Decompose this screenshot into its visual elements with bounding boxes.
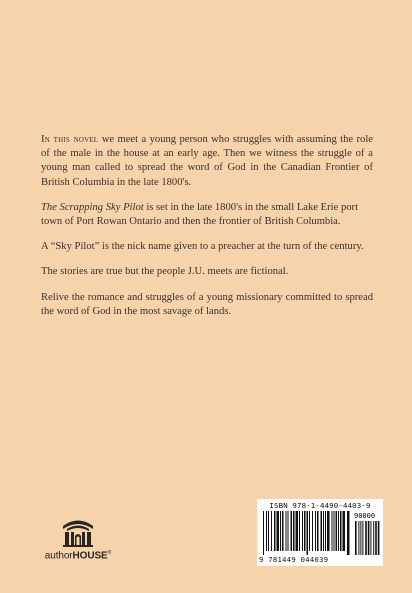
barcode-bar [277,511,280,551]
barcode-bar [343,511,346,551]
barcode-bar [286,511,287,551]
barcode-bar [325,511,326,551]
barcode-bar [282,511,284,551]
publisher-logo [33,516,123,566]
barcode-bar [327,511,330,551]
barcode-bar [309,511,310,551]
barcode-bar [317,511,319,551]
barcode-addon-bar [378,521,380,555]
isbn-barcode [257,499,383,566]
barcode-bar [304,511,306,551]
barcode-bar [347,511,350,555]
barcode-bar [334,511,335,551]
barcode-bar [336,511,338,551]
barcode-bar [280,511,281,551]
barcode-addon-bar [358,521,359,555]
authorhouse-logo-icon [60,516,96,548]
barcode-bars [257,511,383,555]
barcode-addon-bar [355,521,357,555]
barcode-bar [307,511,309,555]
blurb-paragraph-4: The stories are true but the people J.U. meets are fictional. [41,266,289,278]
blurb-paragraph-3: A “Sky Pilot” is the nick name given to a preacher at the turn of the century. [41,241,364,253]
barcode-bar [293,511,295,551]
blurb-paragraph-1-text: we meet a young person who struggles with assuming the role of the male in the house at an early age. Then we witness the struggle of a young man called to spread the word of God in the Canadian Frontier of British Columbia in the late 1800's. [41,134,373,188]
barcode-addon-bar [360,521,361,555]
barcode-addon-bar [373,521,374,555]
barcode-addon-bar [365,521,367,555]
back-cover-blurb [41,133,373,330]
barcode-bar [268,511,269,551]
barcode-addon-bar [370,521,371,555]
barcode-bar [315,511,316,551]
barcode-bar [291,511,293,551]
barcode-bar [263,511,264,555]
barcode-bar [274,511,276,551]
barcode-bar [266,511,267,551]
barcode-bar [271,511,272,551]
barcode-bar [338,511,339,551]
barcode-bar [321,511,323,551]
barcode-addon-bar [368,521,370,555]
barcode-bar [302,511,303,551]
barcode-bar [299,511,300,551]
barcode-addon-bar [375,521,377,555]
barcode-bar [296,511,299,551]
book-title-italic: The Scrapping Sky Pilot [41,201,144,213]
blurb-paragraph-2 [41,201,373,229]
blurb-paragraph-1 [41,133,373,190]
barcode-bar [340,511,342,551]
barcode-bar [288,511,289,551]
blurb-paragraph-5: Relive the romance and struggles of a young missionary committed to spread the word of God in the most savage of lands. [41,291,373,317]
ean-digits: 9 781449 044039 [259,555,329,564]
barcode-bar [312,511,313,551]
barcode-addon-bar [362,521,363,555]
barcode-bar [332,511,333,551]
blurb-paragraph-2-text: is set in the late 1800's in the small Lake Erie port town of Port Rowan Ontario and then the frontier of British Columbia. [41,201,359,228]
barcode-bar [323,511,324,551]
publisher-name: authorHOUSE® [44,550,112,562]
blurb-lead-in: In this novel [41,134,99,145]
addon-digits: 90000 [354,512,376,520]
isbn-label: ISBN 978-1-4490-4403-9 [269,501,371,510]
